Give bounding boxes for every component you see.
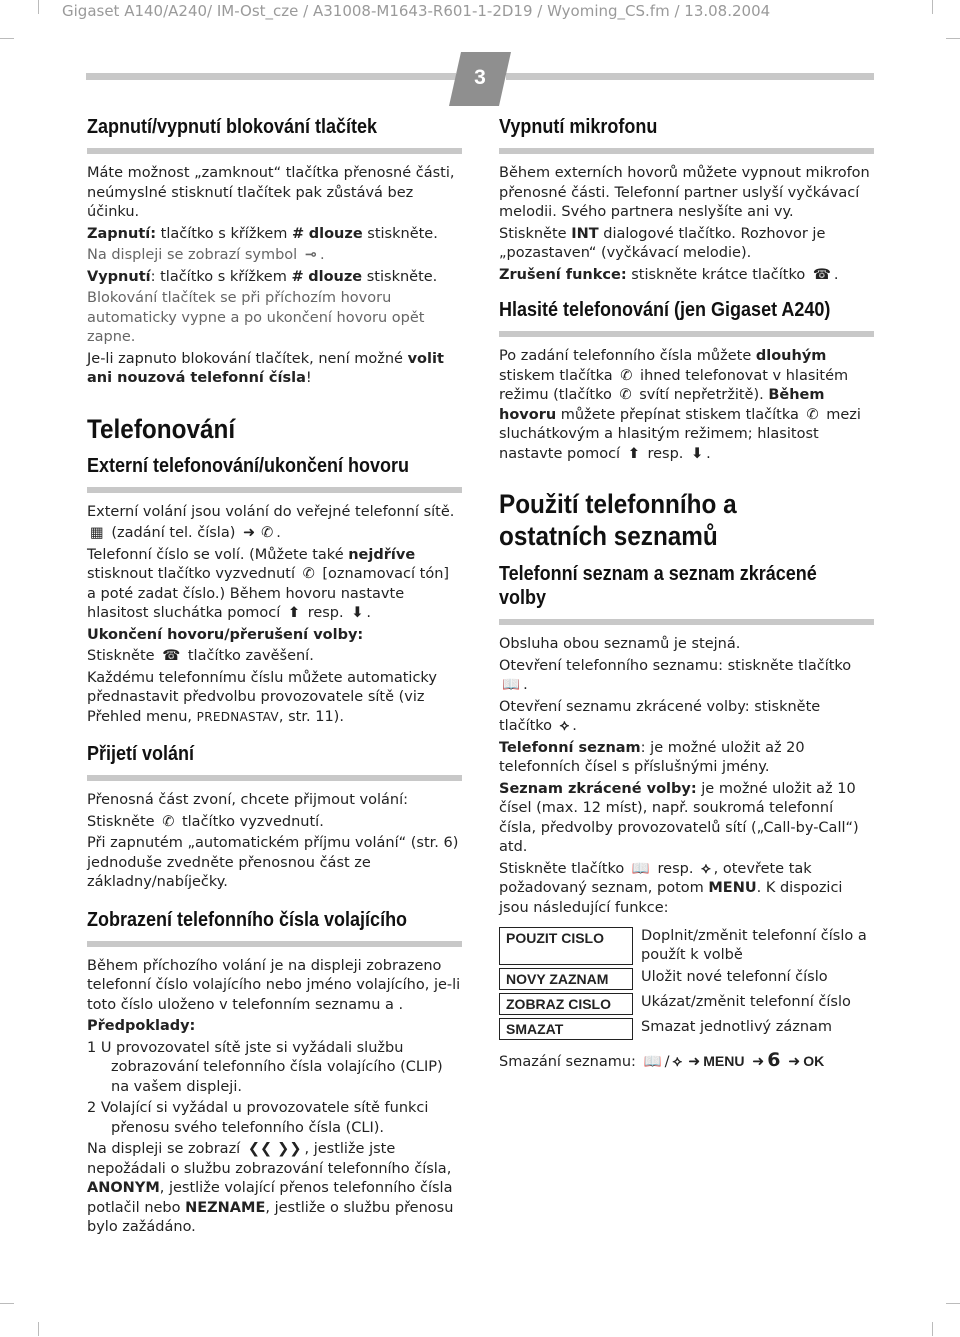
crop-mark [932,0,933,14]
text: ANONYM [87,1180,160,1196]
text: : tlačítko s křížkem [150,268,292,285]
paragraph [87,1017,462,1037]
chapter-title: Použití telefonního a ostatních seznamů [499,489,737,551]
text: Smazání seznamu: [499,1054,636,1070]
function-table [499,924,874,1043]
text: dlouze [308,225,363,242]
paragraph [499,164,874,223]
text: [oznamovací tón] a poté zadat číslo.) Během hovoru nastavte hlasitost sluchátka pomocí [87,566,450,621]
text: (zadání tel. čísla) [111,525,236,541]
section-title: Přijetí volání [87,743,195,765]
paragraph [87,834,462,893]
crop-mark [946,1303,960,1304]
table-value: Doplnit/změnit telefonní číslo a použít k volbě [641,928,867,963]
paragraph [87,289,462,348]
text: Během hovoru [499,387,825,423]
phone-icon: ✆ [302,566,315,582]
text: Seznam zkrácené volby: [499,780,697,797]
text: 6 [767,1049,781,1071]
text: dlouze [308,268,363,285]
text: Telefonní číslo se volí. (Můžete také [87,546,349,563]
table-key: POUZIT CISLO [499,927,633,965]
text: Na displeji se zobrazí symbol [87,247,298,263]
down-icon: ⬇ [351,605,364,621]
table-row [499,1018,874,1040]
section-rule [87,775,462,781]
text: Blokování tlačítek se při příchozím hovoru automaticky vypne a po ukončení hovoru opět zapne. [87,290,425,345]
text: ! [305,370,312,386]
navigation-icon: ⟡ [701,860,711,877]
text: mezi sluchátkovým a hlasitým režimem; hlasitost nastavte pomocí [499,406,861,462]
text: můžete přepínat stiskem tlačítka [556,406,799,423]
paragraph [87,957,462,1016]
paragraph: Zrušení funkce: stiskněte krátce tlačítko ☎ . [499,266,874,286]
paragraph [499,225,874,264]
section-rule [87,487,462,493]
text: , str. 11). [278,708,344,725]
text: volit ani nouzová telefonní čísla [87,350,444,386]
paragraph [499,635,874,655]
arrow-icon: ➜ [688,1054,701,1070]
paragraph: Telefonní číslo se volí. (Můžete také nejdříve stisknout tlačítko vyzvednutí ✆ [oznamovací tón] a poté zadat číslo.) Během hovoru nastavte hlasitost sluchátka pomocí ⬆ resp. ⬇ . [87,546,462,624]
left-column [87,116,462,1240]
text: Telefonní seznam [499,739,641,756]
text: INT [571,225,599,242]
section-title: Externí telefonování/ukončení hovoru [87,454,410,477]
text: resp. [647,445,684,462]
text: MENU [708,880,757,896]
text: Při zapnutém „automatickém příjmu volání“ (str. 6) jednoduše zvedněte přenosnou část ze základny/nabíječky. [87,835,459,890]
phone-icon: ✆ [620,367,633,384]
top-rule-left [86,73,456,80]
table-row [499,927,874,965]
paragraph [87,503,462,523]
text: MENU [703,1053,745,1069]
text: ihned telefonovat v hlasitém režimu (tlačítko [499,367,849,403]
table-value: Ukázat/změnit telefonní číslo [641,994,851,1010]
paragraph: Smazání seznamu: 📖 / ⟡ ➜ MENU ➜ 6 ➜ OK [499,1049,825,1071]
paragraph: ▦ (zadání tel. čísla) ➜ ✆ . [87,524,462,544]
text: Vypnutí [87,268,151,285]
crop-mark [946,38,960,39]
key-lock-icon: ⊸ [304,247,317,263]
text: Otevření seznamu zkrácené volby: stiskněte tlačítko [499,698,821,734]
paragraph: Otevření telefonního seznamu: stiskněte tlačítko 📖 . [499,657,874,696]
section-rule [87,148,462,154]
table-row [499,968,874,990]
list-item: 2 Volající si vyžádal u provozovatele sítě funkci přenosu svého telefonního čísla (CLI). [87,1100,429,1136]
crop-mark [0,1303,14,1304]
text: resp. [307,605,344,621]
paragraph [87,791,462,811]
text: , jestliže o službu přenosu bylo zažádáno. [87,1199,454,1235]
table-key: ZOBRAZ CISLO [499,993,633,1015]
text: , jestliže jste nepožádali o službu zobrazování telefonního čísla, [87,1141,452,1177]
paragraph: Po zadání telefonního čísla můžete dlouhým stiskem tlačítka ✆ ihned telefonovat v hlasitém režimu (tlačítko ✆ svítí nepřetržitě). Během hovoru můžete přepínat stiskem tlačítka ✆ mezi sluchátkovým a hlasitým režimem; hlasitost nastavte pomocí ⬆ resp. ⬇ . [499,347,874,464]
text: stiskem tlačítka [499,367,613,384]
text: Po zadání telefonního čísla můžete [499,348,756,364]
paragraph [87,626,462,646]
text: Máte možnost „zamknout“ tlačítka přenosné části, neúmyslné stisknutí tlačítek pak zůstává bez účinku. [87,165,455,220]
paragraph [87,1140,462,1238]
phone-icon: ✆ [162,813,175,830]
crop-mark [0,38,14,39]
text: Zapnutí: [87,225,157,242]
text: NEZNAME [185,1199,266,1216]
text: Otevření telefonního seznamu: stiskněte tlačítko [499,657,852,674]
text: Během příchozího volání je na displeji zobrazeno telefonní číslo volajícího nebo jméno volajícího, je-li toto číslo uloženo v telefonním seznamu a . [87,957,461,1013]
text: tlačítko zavěšení. [187,648,314,664]
section-title: Zobrazení telefonního čísla volajícího [87,908,408,931]
navigation-icon: ⟡ [559,718,570,734]
section-rule [499,331,874,337]
arrow-icon: ➜ [242,525,256,541]
text: Během externích hovorů můžete vypnout mikrofon přenosné části. Telefonní partner uslyší vyčkávací melodii. Svého partnera neslyšíte ani vy. [499,165,870,220]
running-header: Gigaset A140/A240/ IM-Ost_cze / A31008-M1643-R601-1-2D19 / Wyoming_CS.fm / 13.08.2004 [62,2,771,20]
phone-icon: ✆ [806,406,819,423]
text: Stiskněte tlačítko [499,860,625,877]
paragraph [87,350,462,389]
crop-mark [38,1322,39,1336]
text: Obsluha obou seznamů je stejná. [499,636,741,652]
prerequisites-list [87,1039,462,1139]
text: stiskněte. [362,268,438,285]
up-icon: ⬆ [627,445,640,462]
paragraph [87,225,462,245]
text: stisknout tlačítko vyzvednutí [87,566,295,582]
text: nejdříve [348,546,416,563]
navigation-icon: ⟡ [672,1054,683,1070]
book-icon: 📖 [643,1054,662,1070]
text: Ukončení hovoru/přerušení volby: [87,626,364,643]
arrow-icon: ➜ [752,1054,765,1070]
up-icon: ⬆ [287,605,301,621]
text: Stiskněte [87,813,155,830]
paragraph [87,647,462,667]
hangup-icon: ☎ [162,648,181,664]
table-value: Uložit nové telefonní číslo [641,969,828,985]
table-key: NOVY ZAZNAM [499,968,633,990]
phone-icon: ✆ [261,525,274,541]
paragraph [499,860,874,919]
crop-mark [932,1322,933,1336]
section-rule [87,941,462,947]
text: stiskněte. [362,225,438,242]
text: resp. [657,860,694,877]
text: Zrušení funkce: [499,266,627,283]
arrow-icon: ➜ [788,1054,801,1070]
paragraph [499,780,874,858]
keypad-icon: ▦ [90,525,104,541]
text: je možné uložit až 10 čísel (max. 12 míst), např. soukromá telefonní čísla, předvolby provozovatelů sítí („Call-by-Call“) atd. [499,780,859,855]
table-row [499,993,874,1015]
paragraph [87,164,462,223]
hash-icon: # [291,225,305,242]
right-column [499,116,874,1075]
text: dialogové tlačítko. Rozhovor je „pozastaven“ (vyčkávací melodie). [499,225,826,261]
section-rule [499,148,874,154]
text: tlačítko vyzvednutí. [181,813,324,830]
section-title: Vypnutí mikrofonu [499,116,658,138]
text: Přenosná část zvoní, chcete přijmout volání: [87,792,409,808]
paragraph: Na displeji se zobrazí symbol ⊸ . [87,246,462,266]
anonymous-icon: ❮❮ ❯❯ [247,1141,302,1157]
phone-icon: ✆ [619,387,632,403]
text: . K dispozici jsou následující funkce: [499,880,843,916]
section-title: Hlasité telefonování (jen Gigaset A240) [499,299,831,321]
text: Externí volání jsou volání do veřejné telefonní sítě. [87,503,455,520]
text: Předpoklady: [87,1018,196,1034]
text: svítí nepřetržitě). [639,387,769,403]
text: : je možné uložit až 20 telefonních čísel s příslušnými jmény. [499,739,805,775]
top-rule-right [506,73,874,80]
list-item: 1 U provozovatel sítě jste si vyžádali službu zobrazování telefonního čísla volajícího (CLIP) na vašem displeji. [87,1039,443,1095]
book-icon: 📖 [631,860,650,877]
text: , otevřete tak požadovaný seznam, potom [499,860,812,896]
page-number: 3 [474,66,486,89]
text: PREDNASTAV [196,709,279,724]
table-key: SMAZAT [499,1018,633,1040]
paragraph: Otevření seznamu zkrácené volby: stiskněte tlačítko ⟡ . [499,698,874,737]
crop-mark [38,0,39,14]
down-icon: ⬇ [691,445,704,462]
text: Stiskněte [87,648,155,664]
text: Na displeji se zobrazí [87,1141,241,1157]
text: tlačítko s křížkem [156,225,292,242]
text: dlouhým [755,348,827,364]
hangup-icon: ☎ [812,266,831,283]
hash-icon: # [291,268,304,285]
section-title: Zapnutí/vypnutí blokování tlačítek [87,116,378,138]
text: Je-li zapnuto blokování tlačítek, není možné [87,350,408,367]
paragraph [87,268,462,288]
table-value: Smazat jednotlivý záznam [641,1019,833,1035]
section-title: Telefonní seznam a seznam zkrácené volby [499,563,817,609]
chapter-title: Telefonování [87,413,236,444]
text: stiskněte krátce tlačítko [626,266,806,283]
text: OK [803,1053,825,1069]
text: , jestliže volající přenos telefonního čísla potlačil nebo [87,1180,453,1216]
paragraph [499,739,874,778]
paragraph [87,813,462,833]
paragraph [87,669,462,728]
text: Stiskněte [499,225,572,242]
text: Každému telefonnímu číslu můžete automaticky přednastavit předvolbu provozovatele sítě (viz Přehled menu, [87,669,437,725]
book-icon: 📖 [502,677,521,693]
section-rule [499,619,874,625]
